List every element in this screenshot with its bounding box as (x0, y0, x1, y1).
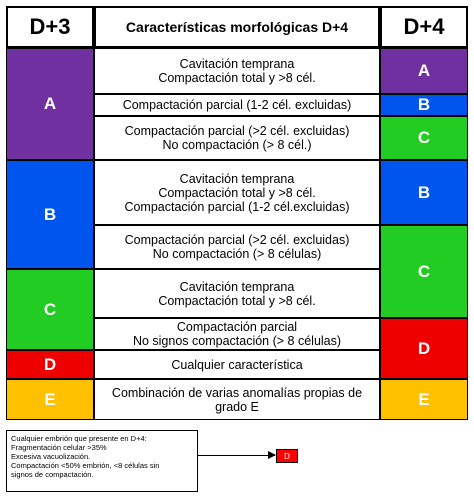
characteristic-line: Compactación parcial (1-2 cél.excluidas) (124, 199, 350, 214)
d4-grade-c (380, 116, 468, 160)
d3-grade-label: E (44, 389, 56, 409)
characteristic-line: No signos compactación (> 8 células) (132, 334, 342, 348)
characteristics-row-4 (94, 160, 380, 225)
characteristic-line: Compactación parcial (>2 cél. excluidas) (124, 124, 350, 138)
d3-grade-label: C (43, 299, 57, 319)
d4-grade-b (380, 94, 468, 116)
d4-grade-e (380, 379, 468, 420)
footnote-line: Compactación <50% embrión, <8 células sin (11, 461, 160, 470)
arrow-line (198, 455, 275, 456)
characteristic-line: grado E (215, 399, 259, 414)
d4-grade-label: A (417, 61, 431, 80)
characteristics-row-5 (94, 225, 380, 269)
footnote-grade-d: D (276, 449, 298, 463)
header-d3: D+3 (6, 6, 94, 48)
characteristic-line: Cualquier característica (171, 357, 303, 372)
d4-grade-label: B (417, 182, 431, 202)
footnote-line: Fragmentación celular >35% (11, 443, 107, 452)
d4-grade-label: E (418, 389, 430, 409)
d4-grade-d (380, 318, 468, 379)
d3-grade-c (6, 269, 94, 350)
header-d4: D+4 (380, 6, 468, 48)
d3-grade-label: D (43, 354, 57, 374)
characteristics-row-3 (94, 116, 380, 160)
arrow-head-icon (268, 451, 276, 459)
characteristic-line: No compactación (> 8 cél.) (162, 138, 312, 152)
characteristic-line: Compactación parcial (176, 320, 298, 334)
footnote-box (6, 430, 198, 492)
d3-grade-a (6, 48, 94, 160)
footnote-line: Excesiva vacuolización. (11, 452, 91, 461)
d4-grade-label: C (417, 128, 431, 147)
characteristic-line: Compactación parcial (1-2 cél. excluidas) (122, 98, 352, 112)
d3-grade-e (6, 379, 94, 420)
footnote-title: Cualquier embrión que presente en D+4: (11, 434, 147, 443)
footnote-line: signos de compactación. (11, 470, 94, 479)
d4-grade-label: B (417, 95, 431, 114)
characteristic-line: No compactación (> 8 células) (152, 247, 322, 261)
d4-grade-label: C (417, 261, 431, 281)
d3-grade-label: A (43, 94, 57, 113)
characteristic-line: Cavitación temprana (179, 57, 295, 71)
d4-grade-c-2 (380, 225, 468, 318)
characteristics-row-8 (94, 350, 380, 379)
characteristic-line: Compactación parcial (>2 cél. excluidas) (124, 233, 350, 247)
header-characteristics: Características morfológicas D+4 (94, 6, 380, 48)
characteristic-line: Combinación de varias anomalías propias de (111, 385, 363, 400)
characteristics-row-7 (94, 318, 380, 350)
d3-grade-b (6, 160, 94, 269)
characteristic-line: Cavitación temprana (179, 171, 295, 186)
d4-grade-a (380, 48, 468, 94)
characteristics-row-9 (94, 379, 380, 420)
d3-grade-d (6, 350, 94, 379)
d4-grade-label: D (417, 338, 431, 358)
characteristic-line: Cavitación temprana (179, 279, 295, 294)
characteristics-row-6 (94, 269, 380, 318)
characteristic-line: Compactación total y >8 cél. (158, 71, 316, 85)
characteristics-row-2 (94, 94, 380, 116)
d4-grade-b-2 (380, 160, 468, 225)
characteristic-line: Compactación total y >8 cél. (158, 185, 316, 200)
characteristic-line: Compactación total y >8 cél. (158, 293, 316, 308)
d3-grade-label: B (43, 204, 57, 224)
characteristics-row-1 (94, 48, 380, 94)
